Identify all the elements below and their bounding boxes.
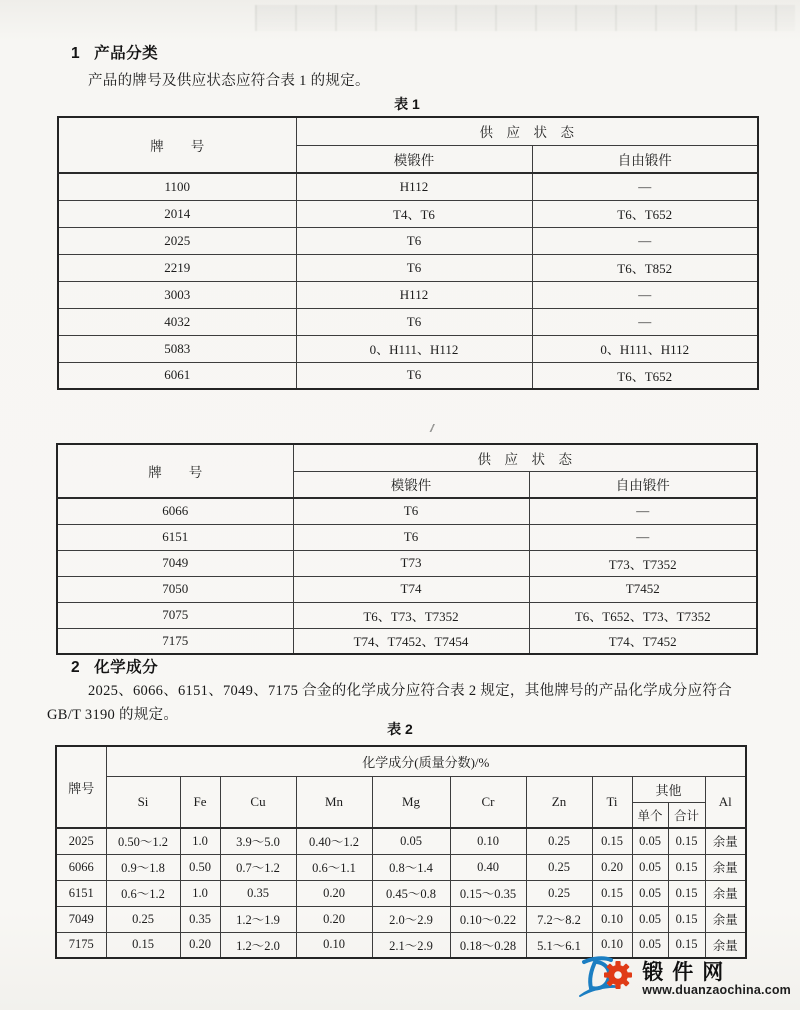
table-row: [56, 880, 746, 906]
table-2-chemical-composition: [55, 745, 747, 959]
al-cell: 余量: [705, 932, 746, 958]
section-1-number: 1: [71, 45, 81, 62]
al-column-header: Al: [705, 776, 746, 828]
brand-cell: 6151: [57, 524, 293, 550]
mn-column-header: Mn: [296, 776, 372, 828]
table-row: [58, 281, 758, 308]
other-single-cell: 0.05: [632, 828, 668, 854]
free-forging-cell: —: [532, 308, 758, 335]
table-row: [58, 227, 758, 254]
brand-cell: 7175: [57, 628, 293, 654]
brand-cell: 2014: [58, 200, 296, 227]
table-1-caption: 表 1: [394, 96, 420, 112]
fe-column-header: Fe: [180, 776, 220, 828]
other-total-cell: 0.15: [668, 854, 705, 880]
section-2-paragraph-line1: 2025、6066、6151、7049、7175 合金的化学成分应符合表 2 规定，其他牌号的产品化学成分应符合: [88, 683, 732, 699]
die-forging-cell: T6: [293, 524, 529, 550]
brand-cell: 3003: [58, 281, 296, 308]
table-row: [56, 906, 746, 932]
section-2-heading: [71, 655, 158, 677]
supply-state-group-header: 供 应 状 态: [293, 444, 757, 471]
table-1-continued: [56, 443, 758, 655]
die-forging-cell: T6: [296, 362, 532, 389]
free-forging-cell: —: [532, 173, 758, 200]
mn-cell: 0.10: [296, 932, 372, 958]
zn-cell: 0.25: [526, 828, 592, 854]
ti-cell: 0.15: [592, 880, 632, 906]
die-forging-cell: T6: [293, 498, 529, 524]
mg-cell: 0.8～1.4: [372, 854, 450, 880]
table-row: [58, 308, 758, 335]
die-forging-cell: T74、T7452、T7454: [293, 628, 529, 654]
si-cell: 0.15: [106, 932, 180, 958]
free-forging-cell: T6、T652: [532, 200, 758, 227]
table-row: [58, 362, 758, 389]
fe-cell: 1.0: [180, 828, 220, 854]
site-logo: [577, 953, 791, 1005]
si-cell: 0.50～1.2: [106, 828, 180, 854]
mg-column-header: Mg: [372, 776, 450, 828]
brand-cell: 5083: [58, 335, 296, 362]
cr-cell: 0.10: [450, 828, 526, 854]
al-cell: 余量: [705, 828, 746, 854]
section-2-number: 2: [71, 659, 81, 676]
other-total-cell: 0.15: [668, 906, 705, 932]
brand-cell: 6061: [58, 362, 296, 389]
table-row: [58, 335, 758, 362]
si-column-header: Si: [106, 776, 180, 828]
brand-cell: 1100: [58, 173, 296, 200]
ti-cell: 0.15: [592, 828, 632, 854]
table-header-row: [58, 117, 758, 145]
cu-cell: 3.9～5.0: [220, 828, 296, 854]
die-forging-cell: T6、T73、T7352: [293, 602, 529, 628]
die-forging-cell: T4、T6: [296, 200, 532, 227]
cu-cell: 0.7～1.2: [220, 854, 296, 880]
other-total-cell: 0.15: [668, 932, 705, 958]
table-row: [57, 628, 757, 654]
other-single-cell: 0.05: [632, 854, 668, 880]
free-forging-column-header: 自由锻件: [532, 145, 758, 173]
zn-cell: 7.2～8.2: [526, 906, 592, 932]
mn-cell: 0.20: [296, 880, 372, 906]
other-single-cell: 0.05: [632, 932, 668, 958]
section-1-paragraph: 产品的牌号及供应状态应符合表 1 的规定。: [88, 73, 370, 89]
others-group-header: 其他: [632, 776, 705, 802]
table-row: [58, 254, 758, 281]
ti-cell: 0.10: [592, 932, 632, 958]
die-forging-cell: 0、H111、H112: [296, 335, 532, 362]
section-2-title: 化学成分: [94, 659, 159, 676]
die-forging-column-header: 模锻件: [296, 145, 532, 173]
cu-column-header: Cu: [220, 776, 296, 828]
page-bleed-artifact: [255, 5, 795, 31]
free-forging-column-header: 自由锻件: [529, 471, 757, 498]
brand-column-header: 牌 号: [58, 117, 296, 173]
brand-column-header: 牌号: [56, 746, 106, 828]
table-2-caption: 表 2: [387, 721, 413, 737]
section-2-paragraph-line2: GB/T 3190 的规定。: [47, 707, 179, 723]
table-row: [56, 828, 746, 854]
others-single-header: 单个: [632, 802, 668, 828]
al-cell: 余量: [705, 880, 746, 906]
brand-cell: 2025: [58, 227, 296, 254]
al-cell: 余量: [705, 906, 746, 932]
free-forging-cell: T74、T7452: [529, 628, 757, 654]
free-forging-cell: —: [532, 227, 758, 254]
ti-cell: 0.10: [592, 906, 632, 932]
mg-cell: 0.45～0.8: [372, 880, 450, 906]
logo-url: www.duanzaochina.com: [642, 983, 791, 998]
cr-cell: 0.18～0.28: [450, 932, 526, 958]
mg-cell: 2.0～2.9: [372, 906, 450, 932]
composition-group-header: 化学成分(质量分数)/%: [106, 746, 746, 776]
mg-cell: 0.05: [372, 828, 450, 854]
other-single-cell: 0.05: [632, 880, 668, 906]
die-forging-cell: H112: [296, 281, 532, 308]
brand-cell: 2219: [58, 254, 296, 281]
brand-cell: 4032: [58, 308, 296, 335]
mg-cell: 2.1～2.9: [372, 932, 450, 958]
si-cell: 0.6～1.2: [106, 880, 180, 906]
zn-column-header: Zn: [526, 776, 592, 828]
table-subheader-row: [56, 776, 746, 802]
duanzao-gear-d-icon: [577, 953, 635, 1005]
free-forging-cell: 0、H111、H112: [532, 335, 758, 362]
die-forging-column-header: 模锻件: [293, 471, 529, 498]
si-cell: 0.9～1.8: [106, 854, 180, 880]
zn-cell: 0.25: [526, 880, 592, 906]
brand-cell: 7049: [57, 550, 293, 576]
al-cell: 余量: [705, 854, 746, 880]
free-forging-cell: T7452: [529, 576, 757, 602]
cu-cell: 1.2～2.0: [220, 932, 296, 958]
cr-cell: 0.40: [450, 854, 526, 880]
brand-cell: 7075: [57, 602, 293, 628]
table-row: [57, 524, 757, 550]
other-single-cell: 0.05: [632, 906, 668, 932]
die-forging-cell: T6: [296, 227, 532, 254]
fe-cell: 0.35: [180, 906, 220, 932]
die-forging-cell: T73: [293, 550, 529, 576]
free-forging-cell: T6、T652: [532, 362, 758, 389]
table-header-row: [57, 444, 757, 471]
section-1-heading: [71, 41, 158, 63]
die-forging-cell: T74: [293, 576, 529, 602]
others-total-header: 合计: [668, 802, 705, 828]
cr-column-header: Cr: [450, 776, 526, 828]
supply-state-group-header: 供 应 状 态: [296, 117, 758, 145]
table-header-row: [56, 746, 746, 776]
brand-cell: 7175: [56, 932, 106, 958]
other-total-cell: 0.15: [668, 828, 705, 854]
free-forging-cell: —: [532, 281, 758, 308]
fe-cell: 0.20: [180, 932, 220, 958]
zn-cell: 0.25: [526, 854, 592, 880]
table-row: [58, 200, 758, 227]
fe-cell: 0.50: [180, 854, 220, 880]
die-forging-cell: T6: [296, 254, 532, 281]
brand-column-header: 牌 号: [57, 444, 293, 498]
free-forging-cell: —: [529, 524, 757, 550]
table-row: [56, 854, 746, 880]
table-row: [58, 173, 758, 200]
free-forging-cell: —: [529, 498, 757, 524]
mn-cell: 0.40～1.2: [296, 828, 372, 854]
fe-cell: 1.0: [180, 880, 220, 906]
brand-cell: 6151: [56, 880, 106, 906]
brand-cell: 2025: [56, 828, 106, 854]
scan-artifact: [427, 424, 437, 432]
zn-cell: 5.1～6.1: [526, 932, 592, 958]
free-forging-cell: T73、T7352: [529, 550, 757, 576]
mn-cell: 0.20: [296, 906, 372, 932]
cu-cell: 1.2～1.9: [220, 906, 296, 932]
table-row: [57, 576, 757, 602]
brand-cell: 6066: [57, 498, 293, 524]
cu-cell: 0.35: [220, 880, 296, 906]
table-row: [57, 550, 757, 576]
brand-cell: 7050: [57, 576, 293, 602]
ti-cell: 0.20: [592, 854, 632, 880]
si-cell: 0.25: [106, 906, 180, 932]
logo-name: 锻件网: [642, 959, 733, 984]
table-row: [57, 602, 757, 628]
ti-column-header: Ti: [592, 776, 632, 828]
mn-cell: 0.6～1.1: [296, 854, 372, 880]
cr-cell: 0.15～0.35: [450, 880, 526, 906]
die-forging-cell: H112: [296, 173, 532, 200]
other-total-cell: 0.15: [668, 880, 705, 906]
section-1-title: 产品分类: [94, 45, 159, 62]
table-1-supply-states: [57, 116, 759, 390]
brand-cell: 7049: [56, 906, 106, 932]
free-forging-cell: T6、T852: [532, 254, 758, 281]
die-forging-cell: T6: [296, 308, 532, 335]
free-forging-cell: T6、T652、T73、T7352: [529, 602, 757, 628]
brand-cell: 6066: [56, 854, 106, 880]
table-row: [57, 498, 757, 524]
cr-cell: 0.10～0.22: [450, 906, 526, 932]
